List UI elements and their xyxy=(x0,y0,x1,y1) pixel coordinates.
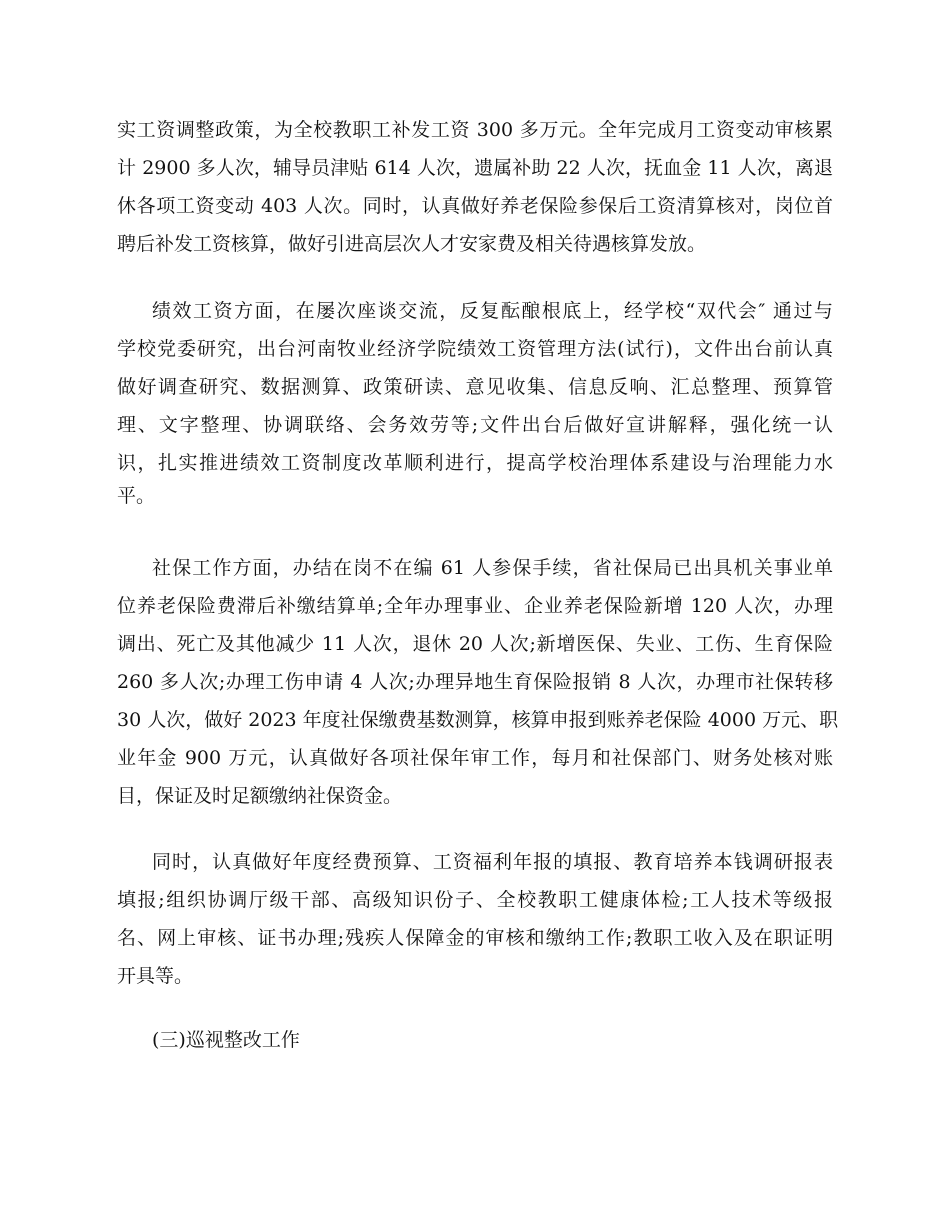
text-line: 填报;组织协调厅级干部、高级知识份子、全校教职工健康体检;工人技术等级报 xyxy=(117,889,833,911)
text-line: 识，扎实推进绩效工资制度改革顺利进行，提高学校治理体系建设与治理能力水 xyxy=(117,452,833,474)
text-line: 平。 xyxy=(117,485,156,507)
text-line: 名、网上审核、证书办理;残疾人保障金的审核和缴纳工作;教职工收入及在职证明 xyxy=(117,927,833,949)
text-line: 开具等。 xyxy=(117,965,194,987)
text-line: 休各项工资变动 403 人次。同时，认真做好养老保险参保后工资清算核对，岗位首 xyxy=(117,195,833,217)
text-line: 社保工作方面，办结在岗不在编 61 人参保手续，省社保局已出具机关事业单 xyxy=(152,557,833,579)
text-line: 业年金 900 万元，认真做好各项社保年审工作，每月和社保部门、财务处核对账 xyxy=(117,747,833,769)
text-line: 260 多人次;办理工伤申请 4 人次;办理异地生育保险报销 8 人次，办理市社保转移 xyxy=(117,671,833,693)
text-line: 同时，认真做好年度经费预算、工资福利年报的填报、教育培养本钱调研报表 xyxy=(152,851,833,873)
text-line: 理、文字整理、协调联络、会务效劳等;文件出台后做好宣讲解释，强化统一认 xyxy=(117,414,833,436)
text-line: 做好调查研究、数据测算、政策研读、意见收集、信息反响、汇总整理、预算管 xyxy=(117,376,833,398)
text-line: 学校党委研究，出台河南牧业经济学院绩效工资管理方法(试行)，文件出台前认真 xyxy=(117,338,833,360)
text-line: 目，保证及时足额缴纳社保资金。 xyxy=(117,785,403,807)
text-line: 计 2900 多人次，辅导员津贴 614 人次，遗属补助 22 人次，抚血金 11 人次，离退 xyxy=(117,157,833,179)
text-line: 位养老保险费滞后补缴结算单;全年办理事业、企业养老保险新增 120 人次，办理 xyxy=(117,595,833,617)
text-line: 实工资调整政策，为全校教职工补发工资 300 多万元。全年完成月工资变动审核累 xyxy=(117,119,833,141)
text-line: 聘后补发工资核算，做好引进高层次人才安家费及相关待遇核算发放。 xyxy=(117,233,707,255)
text-line: 30 人次，做好 2023 年度社保缴费基数测算，核算申报到账养老保险 4000 万元、职 xyxy=(117,709,839,731)
section-heading: (三)巡视整改工作 xyxy=(152,1029,300,1051)
text-line: 调出、死亡及其他减少 11 人次，退休 20 人次;新增医保、失业、工伤、生育保险 xyxy=(117,633,833,655)
text-line: 绩效工资方面，在屡次座谈交流，反复酝酿根底上，经学校“双代会″ 通过与 xyxy=(152,300,833,322)
